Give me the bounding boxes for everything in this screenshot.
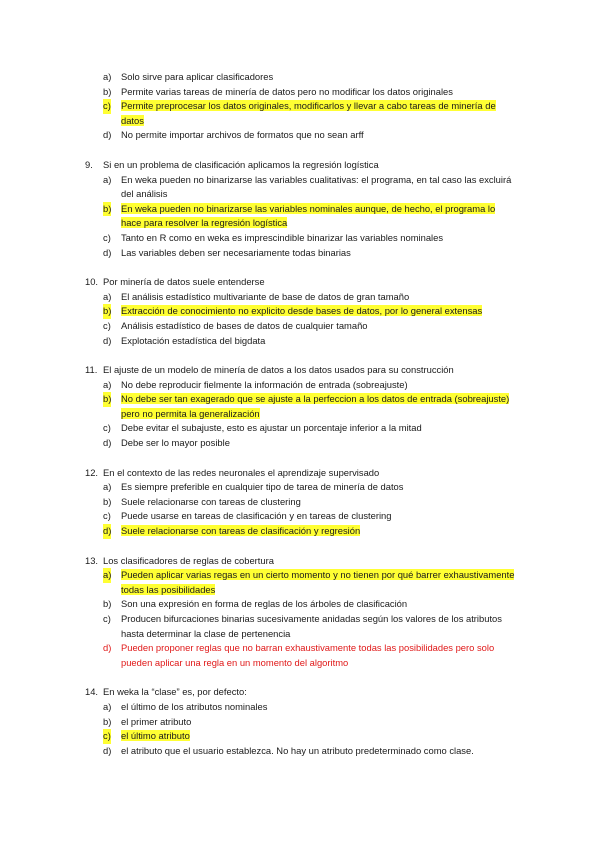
question-number: 10. xyxy=(85,276,99,288)
options-block xyxy=(103,70,518,143)
question-block xyxy=(85,466,518,539)
option-letter: c) xyxy=(103,422,111,434)
option-letter: c) xyxy=(103,729,111,744)
answer-option xyxy=(103,436,518,451)
question-block xyxy=(85,685,518,758)
option-letter: b) xyxy=(103,304,111,319)
answer-option xyxy=(103,85,518,100)
answer-option xyxy=(103,612,518,641)
answer-option xyxy=(103,729,518,744)
answer-option xyxy=(103,700,518,715)
option-letter: c) xyxy=(103,319,111,331)
question-number: 12. xyxy=(85,466,99,478)
question-stem xyxy=(85,685,518,700)
answer-option xyxy=(103,597,518,612)
block-spacer xyxy=(103,348,518,363)
option-text: el atributo que el usuario establezca. No hay un atributo predeterminado como clase. xyxy=(121,744,474,756)
question-text: El ajuste de un modelo de minería de datos a los datos usados para su construcción xyxy=(103,364,454,376)
answer-option xyxy=(103,641,518,670)
question-text: Los clasificadores de reglas de cobertura xyxy=(103,554,274,566)
option-text: Es siempre preferible en cualquier tipo de tarea de minería de datos xyxy=(121,481,404,493)
question-block xyxy=(85,554,518,671)
question-text: En el contexto de las redes neuronales el aprendizaje supervisado xyxy=(103,466,380,478)
option-text: Permite preprocesar los datos originales, modificarlos y llevar a cabo tareas de minería de datos xyxy=(121,100,496,126)
block-spacer xyxy=(103,539,518,554)
question-stem xyxy=(85,275,518,290)
option-text: No permite importar archivos de formatos que no sean arff xyxy=(121,129,364,141)
block-spacer xyxy=(103,143,518,158)
option-letter: a) xyxy=(103,71,112,82)
answer-option xyxy=(103,99,518,128)
answer-option xyxy=(103,378,518,393)
option-letter: b) xyxy=(103,495,112,507)
option-letter: a) xyxy=(103,481,112,493)
answer-option xyxy=(103,480,518,495)
question-text: Si en un problema de clasificación aplicamos la regresión logística xyxy=(103,158,379,170)
answer-option xyxy=(103,509,518,524)
question-number: 14. xyxy=(85,686,99,698)
answer-option xyxy=(103,290,518,305)
option-text: Debe evitar el subajuste, esto es ajustar un porcentaje inferior a la mitad xyxy=(121,422,422,434)
option-text: el último atributo xyxy=(121,730,190,742)
option-letter: a) xyxy=(103,568,111,583)
option-letter: c) xyxy=(103,231,111,243)
question-stem xyxy=(85,554,518,569)
option-letter: a) xyxy=(103,290,112,302)
answer-option xyxy=(103,231,518,246)
option-text: Análisis estadístico de bases de datos de cualquier tamaño xyxy=(121,319,368,331)
option-text: No debe ser tan exagerado que se ajuste a la perfeccion a los datos de entrada (sobreajuste) pero no permita la generalización xyxy=(121,393,510,419)
option-text: En weka pueden no binarizarse las variables cualitativas: el programa, en tal caso las excluirá del análisis xyxy=(121,173,512,200)
option-text: Suele relacionarse con tareas de clasificación y regresión xyxy=(121,525,361,537)
answer-option xyxy=(103,246,518,261)
question-number: 9. xyxy=(85,158,93,170)
option-letter: b) xyxy=(103,598,112,610)
option-text: Debe ser lo mayor posible xyxy=(121,437,230,449)
option-letter: a) xyxy=(103,378,112,390)
option-text: Extracción de conocimiento no explicito desde bases de datos, por lo general extensas xyxy=(121,305,483,317)
answer-option xyxy=(103,202,518,231)
option-letter: c) xyxy=(103,510,111,522)
block-spacer xyxy=(103,670,518,685)
option-letter: b) xyxy=(103,392,111,407)
answer-option xyxy=(103,744,518,759)
option-letter: c) xyxy=(103,99,111,114)
question-block xyxy=(85,275,518,348)
option-letter: d) xyxy=(103,524,111,539)
question-text: En weka la “clase” es, por defecto: xyxy=(103,686,247,698)
answer-option xyxy=(103,70,518,85)
option-text: Pueden proponer reglas que no barran exhaustivamente todas las posibilidades pero solo pueden aplicar una regla en un momento del algoritmo xyxy=(121,642,495,668)
answer-option xyxy=(103,524,518,539)
block-spacer xyxy=(103,451,518,466)
option-letter: b) xyxy=(103,202,111,217)
question-number: 13. xyxy=(85,554,99,566)
answer-option xyxy=(103,173,518,202)
question-stem xyxy=(85,158,518,173)
answer-option xyxy=(103,715,518,730)
answer-option xyxy=(103,392,518,421)
block-spacer xyxy=(103,260,518,275)
answer-option xyxy=(103,421,518,436)
question-block xyxy=(85,158,518,260)
option-text: el último de los atributos nominales xyxy=(121,700,268,712)
option-text: Tanto en R como en weka es imprescindible binarizar las variables nominales xyxy=(121,231,444,243)
answer-option xyxy=(103,495,518,510)
question-text: Por minería de datos suele entenderse xyxy=(103,276,265,288)
option-letter: d) xyxy=(103,246,112,258)
question-stem xyxy=(85,363,518,378)
option-text: En weka pueden no binarizarse las variables nominales aunque, de hecho, el programa lo hace para resolver la regresión logística xyxy=(121,202,496,229)
answer-option xyxy=(103,319,518,334)
option-text: El análisis estadístico multivariante de base de datos de gran tamaño xyxy=(121,290,410,302)
option-text: Explotación estadística del bigdata xyxy=(121,334,266,346)
option-text: Pueden aplicar varias regas en un cierto momento y no tienen por qué barrer exhaustivamente todas las posibilidades xyxy=(121,569,515,595)
option-letter: b) xyxy=(103,85,112,97)
question-stem xyxy=(85,466,518,481)
answer-option xyxy=(103,128,518,143)
option-letter: d) xyxy=(103,642,112,654)
option-letter: a) xyxy=(103,173,112,185)
option-text: Producen bifurcaciones binarias sucesivamente anidadas según los valores de los atributos hasta determinar la clase de pertenencia xyxy=(121,613,502,639)
option-text: Puede usarse en tareas de clasificación y en tareas de clustering xyxy=(121,510,392,522)
option-text: Solo sirve para aplicar clasificadores xyxy=(121,71,274,82)
option-text: Suele relacionarse con tareas de clustering xyxy=(121,495,301,507)
answer-option xyxy=(103,334,518,349)
option-letter: a) xyxy=(103,700,112,712)
option-letter: d) xyxy=(103,744,112,756)
option-letter: d) xyxy=(103,129,112,141)
option-text: Las variables deben ser necesariamente todas binarias xyxy=(121,246,351,258)
question-number: 11. xyxy=(85,364,98,376)
option-text: No debe reproducir fielmente la información de entrada (sobreajuste) xyxy=(121,378,408,390)
answer-option xyxy=(103,568,518,597)
question-block xyxy=(85,363,518,451)
exam-content xyxy=(85,70,518,758)
option-text: el primer atributo xyxy=(121,715,192,727)
option-letter: d) xyxy=(103,334,112,346)
option-letter: b) xyxy=(103,715,112,727)
option-letter: c) xyxy=(103,613,111,624)
option-text: Permite varias tareas de minería de datos pero no modificar los datos originales xyxy=(121,85,453,97)
option-text: Son una expresión en forma de reglas de los árboles de clasificación xyxy=(121,598,408,610)
answer-option xyxy=(103,304,518,319)
option-letter: d) xyxy=(103,437,112,449)
